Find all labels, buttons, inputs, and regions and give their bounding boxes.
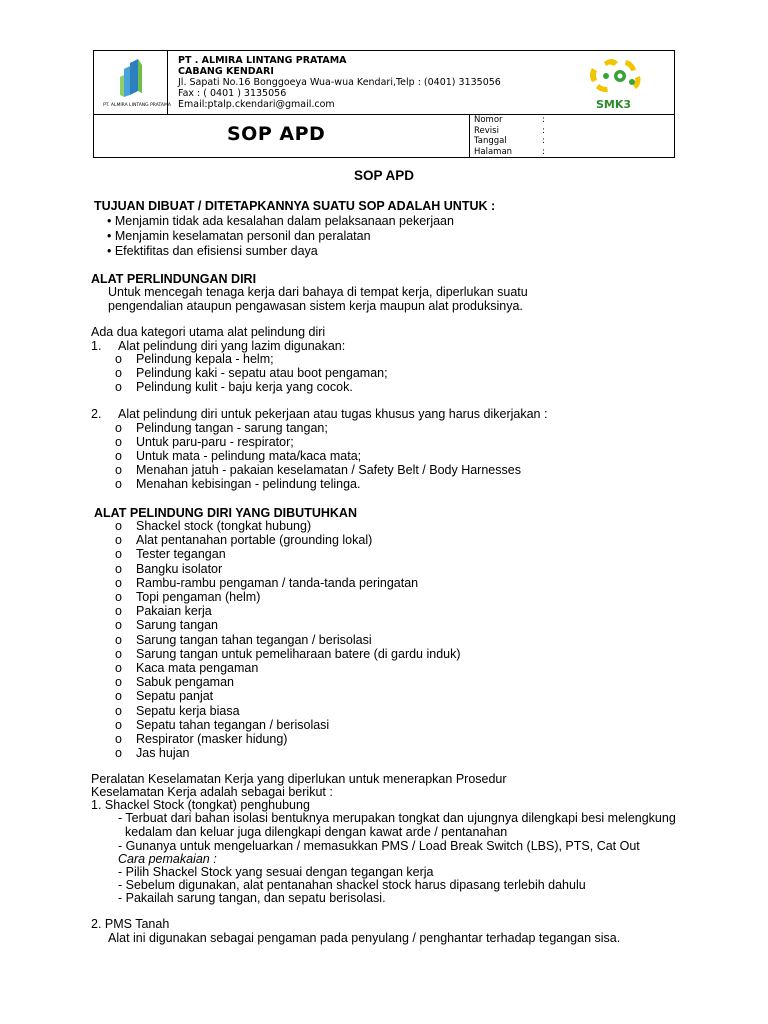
paragraph-line: - Pilih Shackel Stock yang sesuai dengan tegangan kerja — [118, 865, 434, 879]
list-bullet: o — [115, 647, 122, 661]
subsection-title: 2. PMS Tanah — [91, 917, 170, 931]
list-bullet: o — [115, 633, 122, 647]
list-bullet: o — [115, 380, 122, 394]
list-bullet: o — [115, 718, 122, 732]
list-item: Sepatu kerja biasa — [136, 704, 240, 718]
list-item: Respirator (masker hidung) — [136, 732, 288, 746]
paragraph-line: kedalam dan keluar juga dilengkapi dengan kawat arde / pentanahan — [125, 825, 508, 839]
paragraph-line: pengendalian ataupun pengawasan sistem kerja maupun alat produksinya. — [108, 299, 523, 313]
meta-row: Revisi : — [474, 125, 545, 136]
list-bullet: o — [115, 463, 122, 477]
section-heading-dibutuhkan: ALAT PELINDUNG DIRI YANG DIBUTUHKAN — [94, 506, 357, 520]
meta-row: Nomor : — [474, 115, 545, 125]
list-item: Shackel stock (tongkat hubung) — [136, 519, 312, 533]
list-item: Pelindung kepala - helm; — [136, 352, 274, 366]
section-heading-tujuan: TUJUAN DIBUAT / DITETAPKANNYA SUATU SOP ADALAH UNTUK : — [94, 199, 496, 213]
logo-caption: PT. ALMIRA LINTANG PRATAMA — [103, 103, 171, 108]
list-item: • Efektifitas dan efisiensi sumber daya — [107, 244, 318, 258]
list-bullet: o — [115, 366, 122, 380]
list-item: Pelindung kulit - baju kerja yang cocok. — [136, 380, 353, 394]
paragraph-line: - Sebelum digunakan, alat pentanahan shackel stock harus dipasang terlebih dahulu — [118, 878, 586, 892]
list-item: Pakaian kerja — [136, 604, 212, 618]
list-item: Jas hujan — [136, 746, 190, 760]
paragraph-line: Alat ini digunakan sebagai pengaman pada penyulang / penghantar terhadap tegangan sisa. — [108, 931, 621, 945]
list-item: Sarung tangan tahan tegangan / berisolasi — [136, 633, 372, 647]
section-heading-apd: ALAT PERLINDUNGAN DIRI — [91, 272, 257, 286]
list-item: Tester tegangan — [136, 547, 226, 561]
list-bullet: o — [115, 562, 122, 576]
company-info — [178, 55, 501, 110]
company-branch: CABANG KENDARI — [178, 66, 274, 77]
header-divider-vertical — [469, 114, 470, 157]
list-bullet: o — [115, 590, 122, 604]
list-item: Topi pengaman (helm) — [136, 590, 261, 604]
list-bullet: o — [115, 661, 122, 675]
paragraph-line: Untuk mencegah tenaga kerja dari bahaya di tempat kerja, diperlukan suatu — [108, 285, 528, 299]
list-item: Sarung tangan untuk pemeliharaan batere (di gardu induk) — [136, 647, 461, 661]
smk3-logo-text: SMK3 — [596, 98, 632, 111]
list-item: Menahan kebisingan - pelindung telinga. — [136, 477, 361, 491]
meta-row: Tanggal : — [474, 136, 545, 146]
list-bullet: o — [115, 421, 122, 435]
list-item: Untuk mata - pelindung mata/kaca mata; — [136, 449, 362, 463]
list-bullet: o — [115, 435, 122, 449]
list-number: 1. — [91, 339, 102, 353]
category-title: Alat pelindung diri yang lazim digunakan: — [118, 339, 346, 353]
list-item: Sepatu panjat — [136, 689, 214, 703]
company-logo — [100, 57, 171, 109]
list-bullet: o — [115, 519, 122, 533]
list-bullet: o — [115, 604, 122, 618]
category-title: Alat pelindung diri untuk pekerjaan atau tugas khusus yang harus dikerjakan : — [118, 407, 548, 421]
page-title: SOP APD — [353, 168, 415, 183]
list-bullet: o — [115, 533, 122, 547]
list-item: Bangku isolator — [136, 562, 223, 576]
paragraph-line: - Terbuat dari bahan isolasi bentuknya merupakan tongkat dan ujungnya dilengkapi besi melengkung — [118, 811, 676, 825]
meta-row: Halaman : — [474, 146, 545, 157]
company-fax: Fax : ( 0401 ) 3135056 — [178, 88, 287, 99]
list-item: • Menjamin tidak ada kesalahan dalam pelaksanaan pekerjaan — [107, 214, 454, 228]
paragraph-line: - Pakailah sarung tangan, dan sepatu berisolasi. — [118, 891, 386, 905]
list-bullet: o — [115, 689, 122, 703]
header-doc-title: SOP APD — [227, 123, 326, 145]
list-bullet: o — [115, 576, 122, 590]
list-bullet: o — [115, 704, 122, 718]
company-address: Jl. Sapati No.16 Bonggoeya Wua-wua Kendari,Telp : (0401) 3135056 — [178, 77, 501, 88]
document-meta — [474, 115, 545, 157]
header-divider — [94, 114, 674, 115]
company-email: Email:ptalp.ckendari@gmail.com — [178, 99, 335, 110]
paragraph-line: Peralatan Keselamatan Kerja yang diperlukan untuk menerapkan Prosedur — [91, 772, 507, 786]
list-item: Sepatu tahan tegangan / berisolasi — [136, 718, 330, 732]
list-item: Pelindung tangan - sarung tangan; — [136, 421, 328, 435]
smk3-logo — [582, 54, 658, 112]
usage-heading: Cara pemakaian : — [118, 852, 217, 866]
list-item: Menahan jatuh - pakaian keselamatan / Safety Belt / Body Harnesses — [136, 463, 521, 477]
list-item: Untuk paru-paru - respirator; — [136, 435, 294, 449]
list-bullet: o — [115, 477, 122, 491]
list-bullet: o — [115, 352, 122, 366]
paragraph-line: - Gunanya untuk mengeluarkan / memasukkan PMS / Load Break Switch (LBS), PTS, Cat Out — [118, 839, 640, 853]
list-item: Alat pentanahan portable (grounding lokal) — [136, 533, 373, 547]
list-number: 2. — [91, 407, 102, 421]
list-item: Pelindung kaki - sepatu atau boot pengaman; — [136, 366, 388, 380]
list-bullet: o — [115, 449, 122, 463]
list-item: Sarung tangan — [136, 618, 219, 632]
paragraph-line: Ada dua kategori utama alat pelindung diri — [91, 325, 326, 339]
paragraph-line: Keselamatan Kerja adalah sebagai berikut : — [91, 785, 333, 799]
list-item: Rambu-rambu pengaman / tanda-tanda peringatan — [136, 576, 419, 590]
subsection-title: 1. Shackel Stock (tongkat) penghubung — [91, 798, 310, 812]
list-bullet: o — [115, 547, 122, 561]
company-name: PT . ALMIRA LINTANG PRATAMA — [178, 55, 347, 66]
document-header — [93, 50, 675, 158]
list-item: Kaca mata pengaman — [136, 661, 259, 675]
list-bullet: o — [115, 618, 122, 632]
list-item: Sabuk pengaman — [136, 675, 234, 689]
list-bullet: o — [115, 746, 122, 760]
list-item: • Menjamin keselamatan personil dan peralatan — [107, 229, 371, 243]
list-bullet: o — [115, 675, 122, 689]
list-bullet: o — [115, 732, 122, 746]
